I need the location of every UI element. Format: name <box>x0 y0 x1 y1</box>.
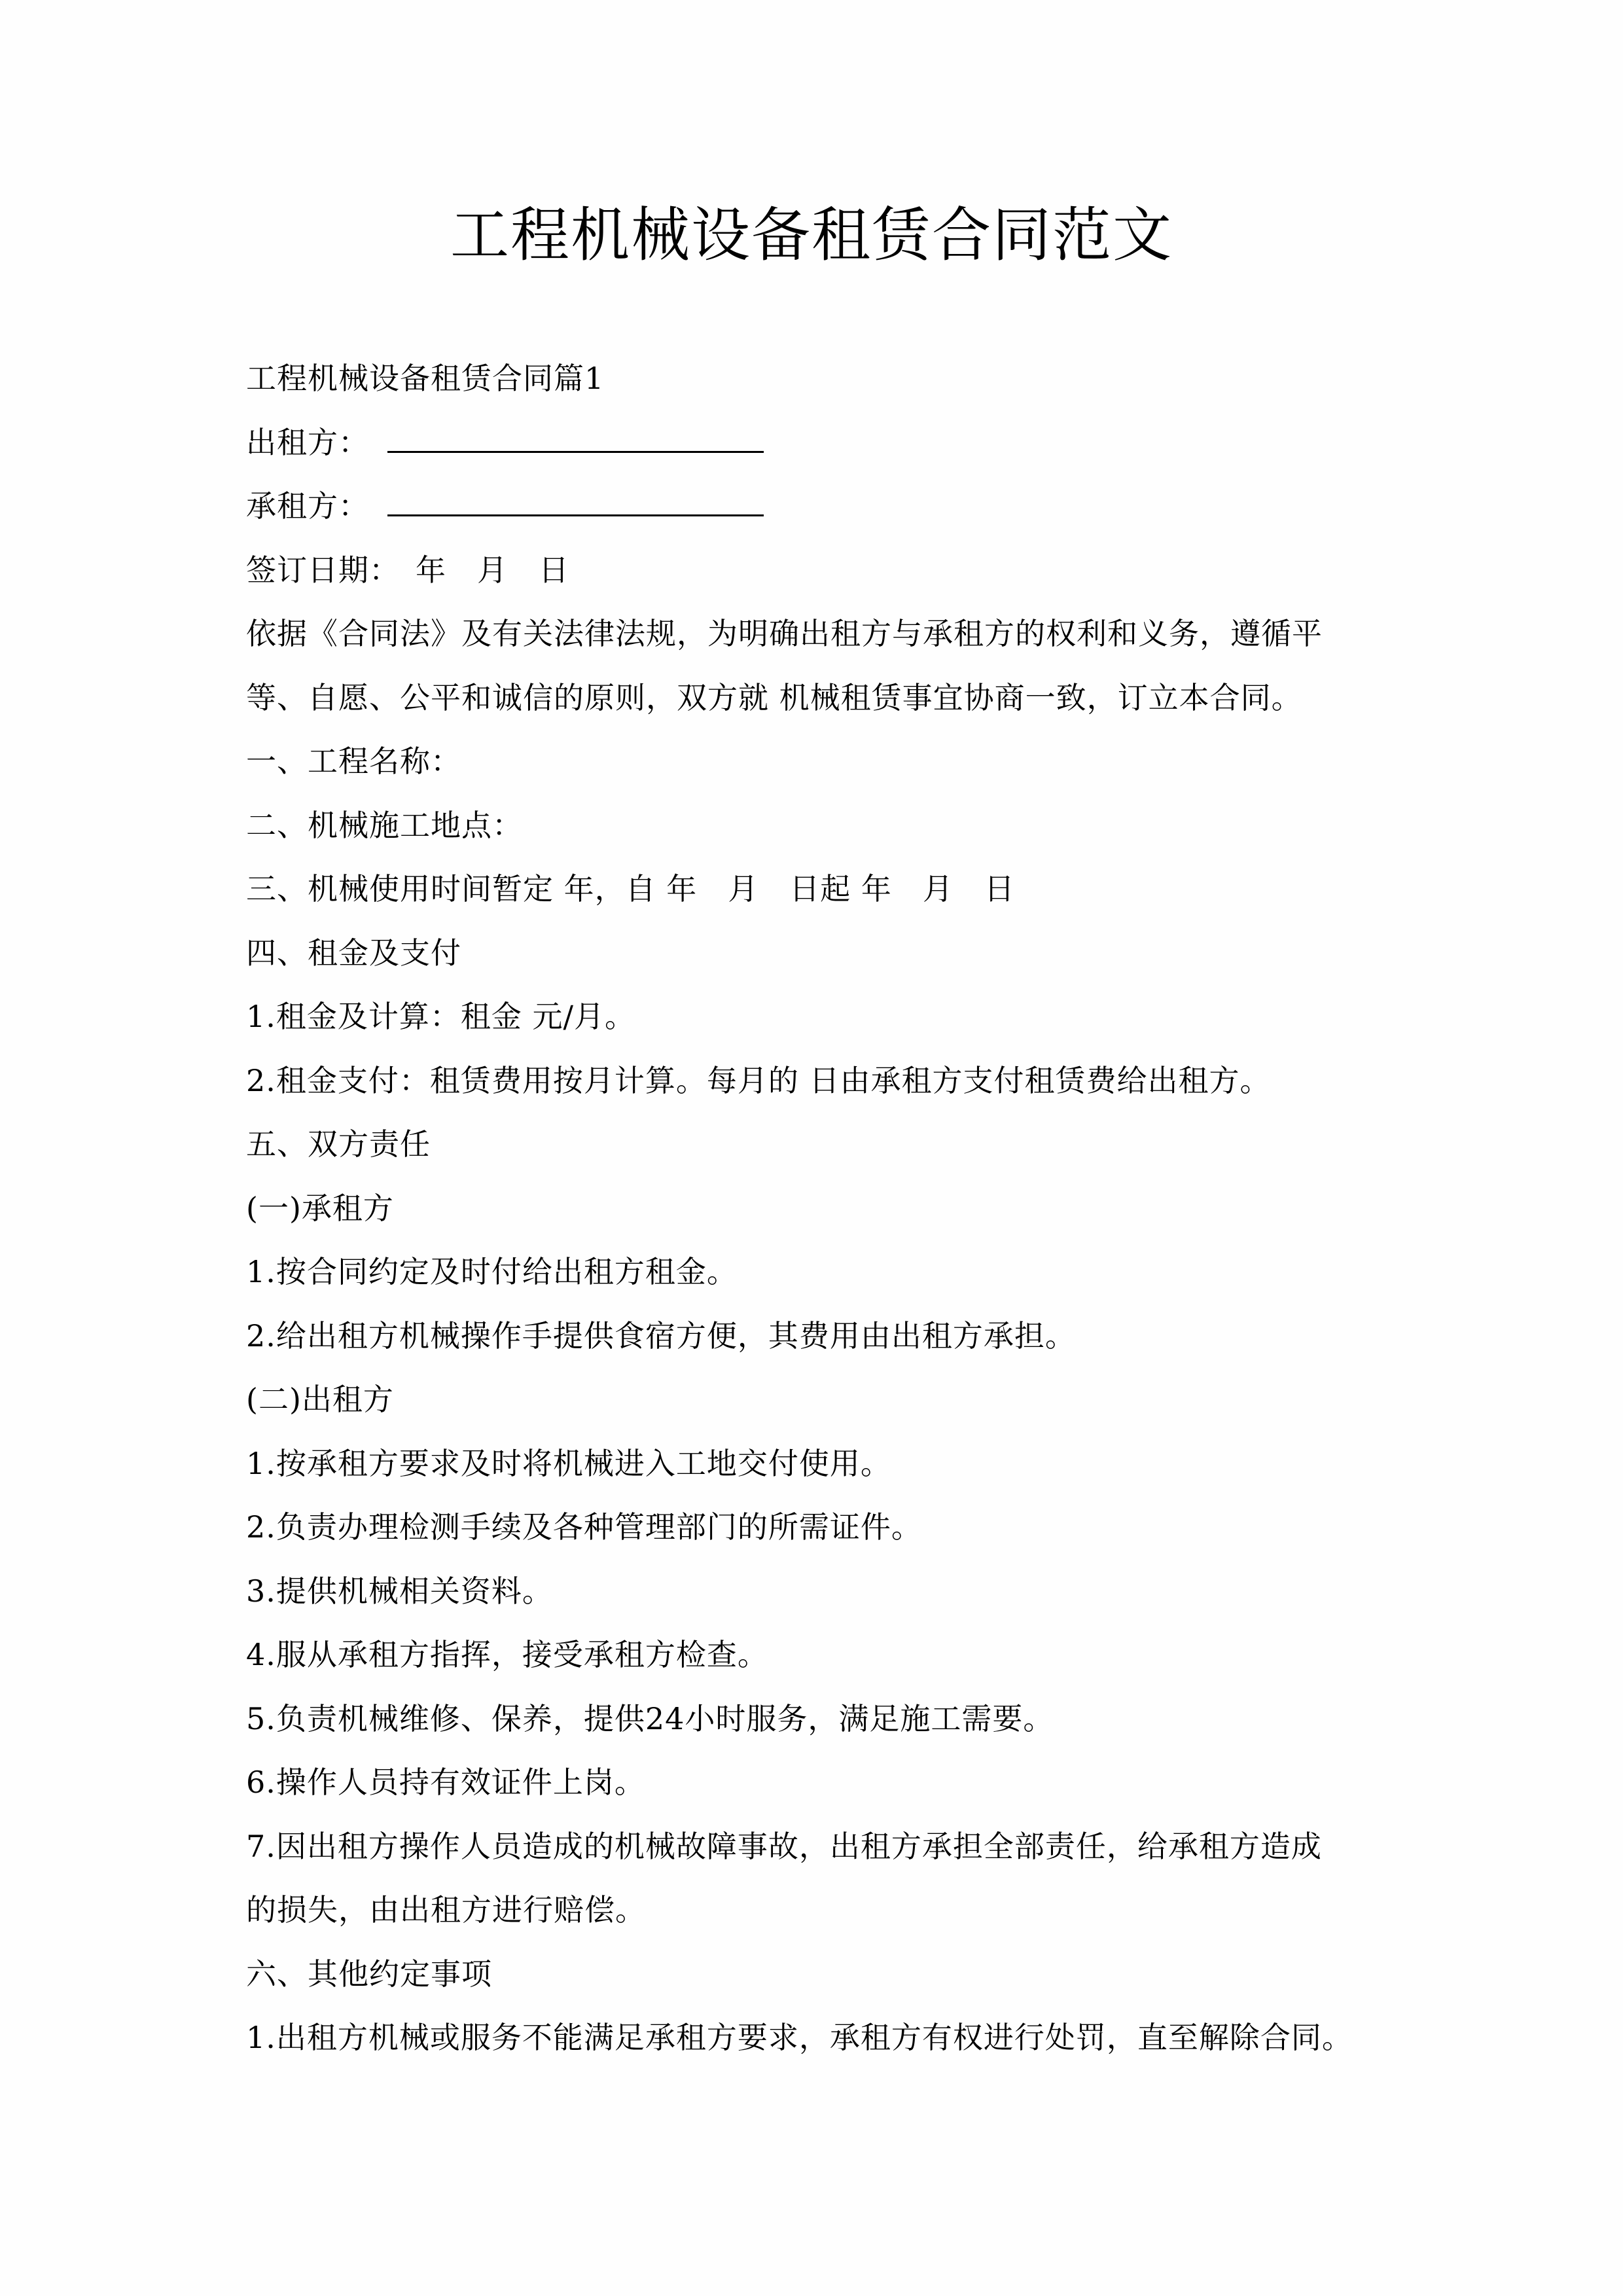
list-item: 7.因出租方操作人员造成的机械故障事故，出租方承担全部责任，给承租方造成 <box>246 1828 1322 1864</box>
section-heading-5: 五、双方责任 <box>246 1126 431 1162</box>
list-item: 3.提供机械相关资料。 <box>246 1573 553 1609</box>
lessor-field <box>246 411 1398 475</box>
list-item: 5.负责机械维修、保养，提供24小时服务，满足施工需要。 <box>246 1700 1054 1736</box>
list-item: 6.操作人员持有效证件上岗。 <box>246 1765 645 1800</box>
section-heading-6: 六、其他约定事项 <box>246 1956 492 1992</box>
list-item: 2.给出租方机械操作手提供食宿方便，其费用由出租方承担。 <box>246 1318 1076 1354</box>
lessee-field <box>246 475 1398 539</box>
document-body <box>246 347 1398 2070</box>
list-item: 1.租金及计算：租金 元/月。 <box>246 999 636 1034</box>
contract-subtitle: 工程机械设备租赁合同篇1 <box>246 361 605 396</box>
sign-date: 签订日期： 年 月 日 <box>246 552 569 588</box>
lessor-label: 出租方： <box>246 424 369 460</box>
list-item: 1.按承租方要求及时将机械进入工地交付使用。 <box>246 1445 891 1481</box>
document-title: 工程机械设备租赁合同范文 <box>450 201 1173 270</box>
subsection-heading-lessor: (二)出租方 <box>246 1382 394 1417</box>
list-item: 1.按合同约定及时付给出租方租金。 <box>246 1254 738 1289</box>
preamble-line-1: 依据《合同法》及有关法律法规，为明确出租方与承租方的权利和义务，遵循平 <box>246 616 1323 651</box>
section-heading-2: 二、机械施工地点： <box>246 807 523 843</box>
preamble-line-2: 等、自愿、公平和诚信的原则，双方就 机械租赁事宜协商一致，订立本合同。 <box>246 679 1302 715</box>
lessor-blank-line <box>387 425 764 453</box>
list-item: 1.出租方机械或服务不能满足承租方要求，承租方有权进行处罚，直至解除合同。 <box>246 2020 1353 2055</box>
section-heading-1: 一、工程名称： <box>246 744 461 779</box>
list-item-continuation: 的损失，由出租方进行赔偿。 <box>246 1892 646 1928</box>
lessee-blank-line <box>387 488 764 516</box>
section-heading-4: 四、租金及支付 <box>246 935 461 971</box>
list-item: 4.服从承租方指挥，接受承租方检查。 <box>246 1637 768 1672</box>
section-heading-3: 三、机械使用时间暂定 年，自 年 月 日起 年 月 日 <box>246 871 1015 906</box>
subsection-heading-lessee: (一)承租方 <box>246 1190 394 1226</box>
list-item: 2.租金支付：租赁费用按月计算。每月的 日由承租方支付租赁费给出租方。 <box>246 1062 1271 1098</box>
lessee-label: 承租方： <box>246 488 369 524</box>
list-item: 2.负责办理检测手续及各种管理部门的所需证件。 <box>246 1509 922 1545</box>
